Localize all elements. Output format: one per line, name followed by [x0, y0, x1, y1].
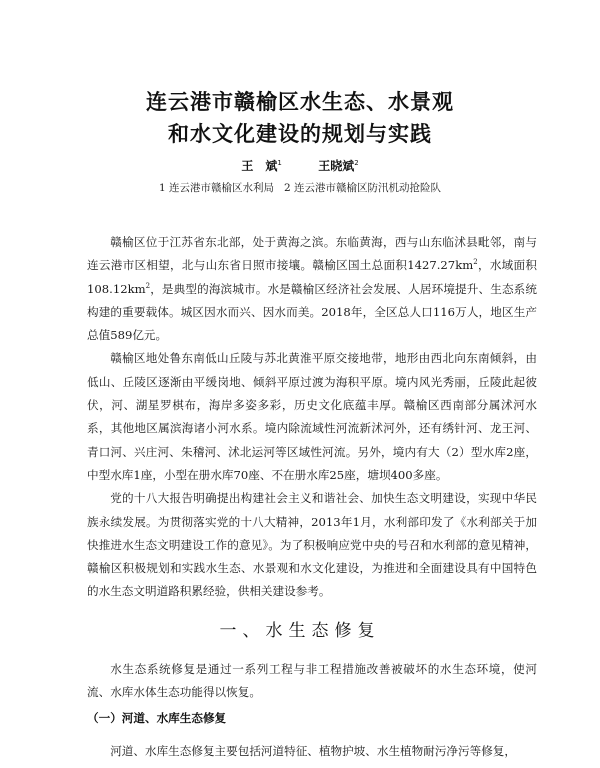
author-affiliation-mark: 1 [277, 159, 282, 167]
body-paragraph: 水生态系统修复是通过一系列工程与非工程措施改善被破坏的水生态环境，使河流、水库水体生态功能得以恢复。 [87, 662, 537, 700]
author-name: 王 斌 [241, 159, 278, 173]
section-body [87, 658, 537, 705]
intro-body [87, 231, 537, 604]
author-list [0, 157, 600, 174]
body-paragraph: 赣榆区位于江苏省东北部，处于黄海之滨。东临黄海，西与山东临沭县毗邻，南与连云港市区相望，北与山东省日照市接壤。赣榆区国土总面积$1427.27km^2$，水域面积$108.12km^2$，是典型的海滨城市。水是赣榆区经济社会发展、人居环境提升、生态系统构建的重要载体。城区因水而兴、因水而美。2018年，全区总人口116万人，地区生产总值589亿元。 [87, 235, 537, 343]
body-paragraph: 河道、水库生态修复主要包括河道特征、植物护坡、水生植物耐污净污等修复， [110, 744, 516, 758]
section-heading: 一、水生态修复 [219, 621, 381, 641]
affiliation-line [0, 180, 600, 195]
subsection-heading: （一）河道、水库生态修复 [87, 711, 227, 725]
subsection-body [87, 740, 537, 763]
author-affiliation-mark: 2 [354, 159, 359, 167]
paper-title-line-2: 和水文化建设的规划与实践 [168, 122, 432, 146]
body-paragraph: 赣榆区地处鲁东南低山丘陵与苏北黄淮平原交接地带，地形由西北向东南倾斜，由低山、丘陵区逐渐由平缓岗地、倾斜平原过渡为海积平原。境内风光秀丽，丘陵此起彼伏，河、湖星罗棋布，海岸多姿多彩，历史文化底蕴丰厚。赣榆区西南部分属沭河水系，其他地区属滨海诸小河水系。境内除流域性河流新沭河外，还有绣针河、龙王河、青口河、兴庄河、朱稽河、沭北运河等区域性河流。另外，境内有大（2）型水库2座，中型水库1座，小型在册水库70座、不在册水库25座，塘坝400多座。 [87, 351, 537, 482]
paper-title-line-1: 连云港市赣榆区水生态、水景观 [146, 90, 454, 114]
affiliation: 1 连云港市赣榆区水利局 [158, 182, 274, 194]
affiliation: 2 连云港市赣榆区防汛机动抢险队 [284, 182, 442, 194]
body-paragraph: 党的十八大报告明确提出构建社会主义和谐社会、加快生态文明建设，实现中华民族永续发展。为贯彻落实党的十八大精神，2013年1月，水利部印发了《水利部关于加快推进水生态文明建设工作的意见》。为了积极响应党中央的号召和水利部的意见精神，赣榆区积极规划和实践水生态、水景观和水文化建设，为推进和全面建设具有中国特色的水生态文明道路积累经验，供相关建设参考。 [87, 491, 537, 599]
author-name: 王晓斌 [318, 159, 355, 173]
